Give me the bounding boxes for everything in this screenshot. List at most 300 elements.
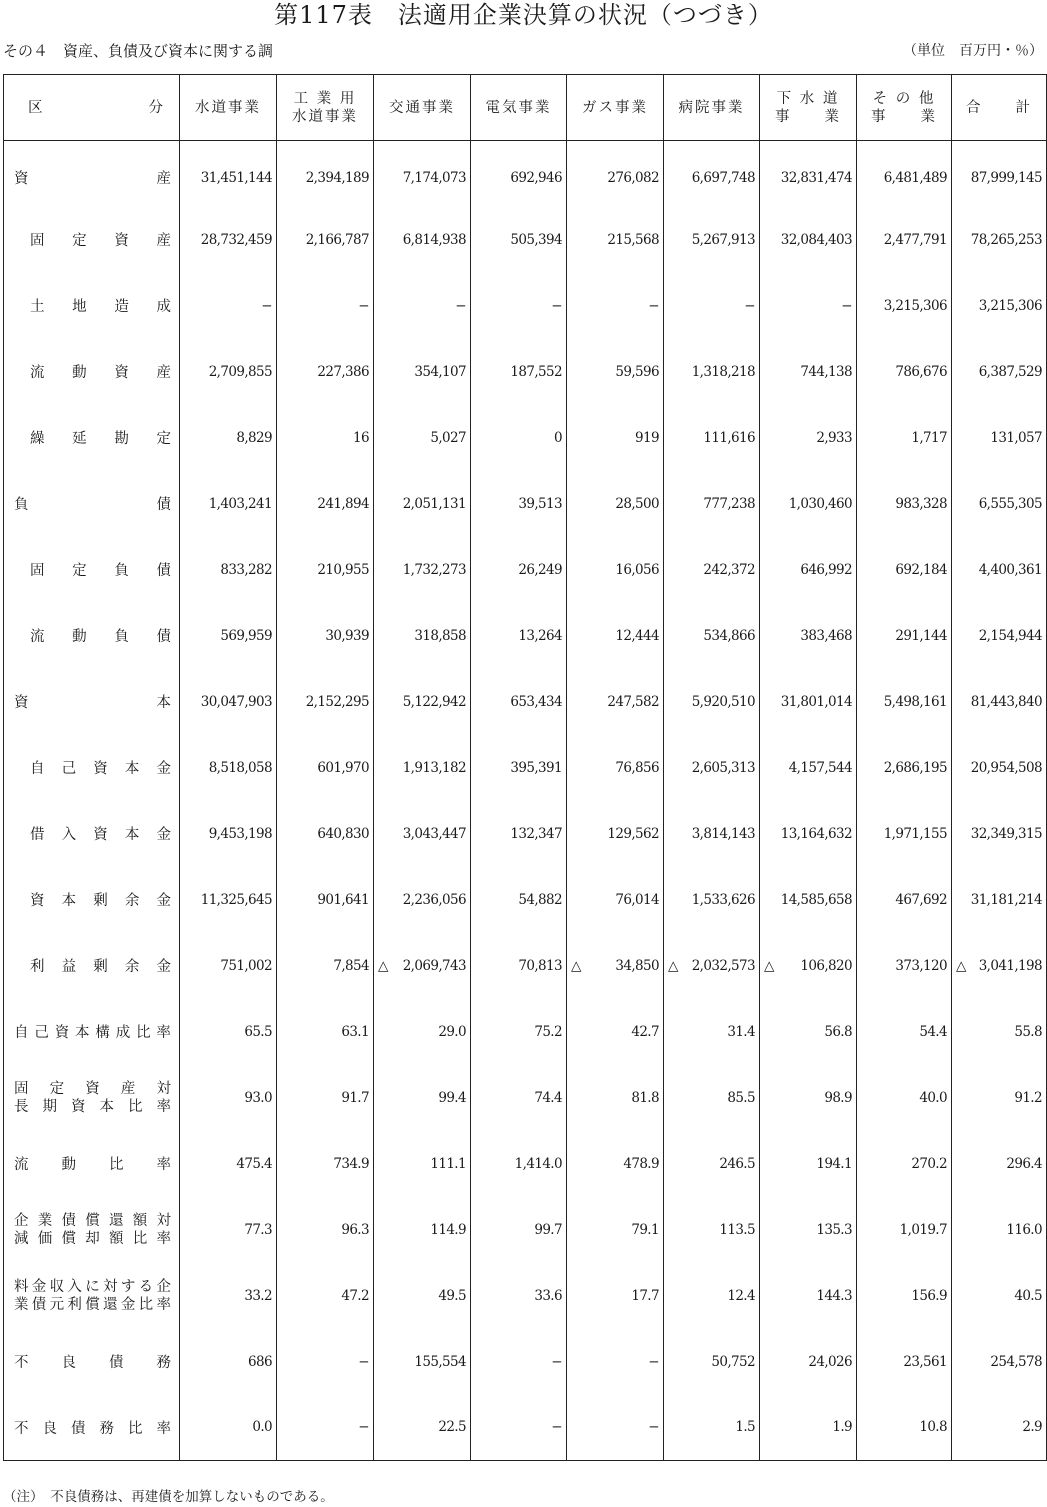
- row-label-text: [14, 1153, 171, 1174]
- row-label-char: 本: [156, 695, 171, 711]
- header-category-part: 分: [148, 99, 165, 116]
- value-cell: 6,481,489: [857, 141, 952, 207]
- row-label-char: 流: [14, 1157, 29, 1173]
- header-column-line: 電気事業: [485, 99, 552, 116]
- value-cell: 28,732,459: [180, 207, 277, 273]
- header-column-line: 交通事業: [389, 99, 455, 116]
- table-row: [4, 273, 1047, 339]
- value-cell: 39,513: [471, 471, 567, 537]
- header-column-line: 水道事業: [195, 99, 261, 116]
- value-cell: 686: [180, 1329, 277, 1395]
- value-cell: 49.5: [374, 1263, 471, 1329]
- row-label-char: 固: [30, 563, 45, 579]
- row-label-char: 剰: [93, 959, 108, 975]
- value-cell: 65.5: [180, 999, 277, 1065]
- value-cell: 129,562: [567, 801, 664, 867]
- value-cell: 2,236,056: [374, 867, 471, 933]
- value-cell: 270.2: [857, 1131, 952, 1197]
- negative-triangle-icon: △: [764, 957, 774, 974]
- row-label-line: 固定資産対: [14, 1080, 171, 1097]
- value-cell: 13,164,632: [760, 801, 857, 867]
- value-cell: 12.4: [664, 1263, 760, 1329]
- value-cell: 30,047,903: [180, 669, 277, 735]
- negative-triangle-icon: △: [956, 957, 966, 974]
- value-cell: [664, 933, 760, 999]
- value-cell: −: [664, 273, 760, 339]
- value-cell: 215,568: [567, 207, 664, 273]
- row-label-char: 造: [114, 299, 129, 315]
- row-label-char: 比: [109, 1157, 124, 1173]
- value-cell: 646,992: [760, 537, 857, 603]
- value-cell: 116.0: [952, 1197, 1047, 1263]
- header-column-line: 合 計: [966, 99, 1032, 116]
- value-cell: 78,265,253: [952, 207, 1047, 273]
- value-cell: 8,518,058: [180, 735, 277, 801]
- value-cell: 91.2: [952, 1065, 1047, 1131]
- value-cell: 55.8: [952, 999, 1047, 1065]
- row-label-char: 余: [124, 893, 140, 909]
- value-cell: 2,152,295: [277, 669, 374, 735]
- value-cell: 5,027: [374, 405, 471, 471]
- value-cell: −: [277, 1395, 374, 1461]
- row-label: [4, 273, 180, 339]
- row-label-char: 金: [156, 827, 171, 843]
- value-cell: 16: [277, 405, 374, 471]
- value-cell: 1,717: [857, 405, 952, 471]
- row-label-text: [14, 955, 171, 976]
- value-cell: −: [760, 273, 857, 339]
- row-label: [4, 999, 180, 1065]
- value-cell: 242,372: [664, 537, 760, 603]
- value-cell: 318,858: [374, 603, 471, 669]
- value-cell: 5,267,913: [664, 207, 760, 273]
- row-label-char: 資: [14, 695, 29, 711]
- row-label-char: 債: [156, 563, 171, 579]
- value-cell: 354,107: [374, 339, 471, 405]
- row-label-char: 資: [93, 827, 108, 843]
- value-cell: 91.7: [277, 1065, 374, 1131]
- value-cell: 751,002: [180, 933, 277, 999]
- value-cell: −: [567, 1329, 664, 1395]
- table-row: [4, 999, 1047, 1065]
- value-cell: 8,829: [180, 405, 277, 471]
- value-cell: 833,282: [180, 537, 277, 603]
- value-cell: 31,801,014: [760, 669, 857, 735]
- value-cell: 6,697,748: [664, 141, 760, 207]
- value-cell: 1,403,241: [180, 471, 277, 537]
- table-header: [4, 75, 1047, 141]
- value-cell: 1,971,155: [857, 801, 952, 867]
- row-label: [4, 1263, 180, 1329]
- negative-triangle-icon: △: [571, 957, 581, 974]
- value-cell: 569,959: [180, 603, 277, 669]
- value-cell: 0.0: [180, 1395, 277, 1461]
- value-cell: 75.2: [471, 999, 567, 1065]
- value-cell: 6,814,938: [374, 207, 471, 273]
- row-label-char: 余: [124, 959, 140, 975]
- row-label-char: 本: [124, 761, 140, 777]
- header-column: [277, 75, 374, 141]
- value-cell: 247,582: [567, 669, 664, 735]
- value-cell: 505,394: [471, 207, 567, 273]
- row-label: [4, 801, 180, 867]
- value-cell: 9,453,198: [180, 801, 277, 867]
- value-cell: 96.3: [277, 1197, 374, 1263]
- row-label-char: 負: [14, 497, 29, 513]
- row-label-char: 借: [30, 827, 45, 843]
- row-label-char: 定: [156, 431, 171, 447]
- value-cell: 85.5: [664, 1065, 760, 1131]
- row-label-text: [14, 559, 171, 580]
- value-cell: 2,605,313: [664, 735, 760, 801]
- row-label-char: 産: [156, 233, 171, 249]
- value-cell: 901,641: [277, 867, 374, 933]
- row-label: [4, 537, 180, 603]
- row-label-text: [14, 625, 171, 646]
- value-cell: 7,174,073: [374, 141, 471, 207]
- financial-statement-table: [3, 74, 1047, 1461]
- row-label-char: 資: [114, 365, 129, 381]
- value-cell: 76,014: [567, 867, 664, 933]
- table-row: [4, 735, 1047, 801]
- value-cell: 227,386: [277, 339, 374, 405]
- row-label-char: 良: [42, 1420, 57, 1437]
- value-cell: −: [277, 273, 374, 339]
- value-cell: 42.7: [567, 999, 664, 1065]
- table-row: [4, 537, 1047, 603]
- row-label-char: 成: [156, 299, 171, 315]
- value-cell: 26,249: [471, 537, 567, 603]
- row-label-char: 資: [54, 1025, 70, 1041]
- row-label: [4, 339, 180, 405]
- value-cell: 40.0: [857, 1065, 952, 1131]
- value-cell: 1.9: [760, 1395, 857, 1461]
- table-row: [4, 1131, 1047, 1197]
- value-cell: 11,325,645: [180, 867, 277, 933]
- row-label: [4, 1395, 180, 1461]
- row-label-char: 土: [30, 299, 45, 315]
- value-cell: 1,414.0: [471, 1131, 567, 1197]
- value-cell: 24,026: [760, 1329, 857, 1395]
- value-cell: −: [471, 273, 567, 339]
- value-cell: 111.1: [374, 1131, 471, 1197]
- value-cell: 22.5: [374, 1395, 471, 1461]
- row-label-char: 資: [114, 233, 129, 249]
- row-label-char: 率: [156, 1157, 171, 1173]
- negative-value: 34,850: [615, 957, 659, 974]
- value-cell: 31,181,214: [952, 867, 1047, 933]
- row-label-text: [14, 1351, 171, 1372]
- row-label-char: 定: [72, 563, 87, 579]
- value-cell: 30,939: [277, 603, 374, 669]
- table-subtitle: その４ 資産、負債及び資本に関する調: [3, 42, 274, 60]
- row-label-char: 地: [72, 299, 87, 315]
- value-cell: 32,831,474: [760, 141, 857, 207]
- value-cell: 2,051,131: [374, 471, 471, 537]
- value-cell: 12,444: [567, 603, 664, 669]
- row-label-char: 利: [30, 959, 45, 975]
- row-label-char: 本: [61, 893, 77, 909]
- value-cell: 4,400,361: [952, 537, 1047, 603]
- header-column-line: 工 業 用: [293, 90, 357, 107]
- value-cell: 74.4: [471, 1065, 567, 1131]
- value-cell: 63.1: [277, 999, 374, 1065]
- row-label-text: [14, 757, 171, 778]
- row-label-char: 固: [30, 233, 45, 249]
- value-cell: 70,813: [471, 933, 567, 999]
- table-row: [4, 405, 1047, 471]
- row-label: [4, 669, 180, 735]
- value-cell: 5,122,942: [374, 669, 471, 735]
- row-label-char: 構: [95, 1025, 110, 1041]
- row-label-line: 長期資本比率: [14, 1098, 171, 1115]
- header-column: [180, 75, 277, 141]
- header-column-line: 水道事業: [292, 108, 358, 125]
- value-cell: 5,498,161: [857, 669, 952, 735]
- value-cell: 692,946: [471, 141, 567, 207]
- value-cell: −: [471, 1395, 567, 1461]
- value-cell: 276,082: [567, 141, 664, 207]
- row-label-char: 比: [128, 1420, 143, 1437]
- value-cell: 2,709,855: [180, 339, 277, 405]
- row-label-text: [14, 427, 171, 448]
- value-cell: 114.9: [374, 1197, 471, 1263]
- value-cell: 7,854: [277, 933, 374, 999]
- row-label-char: 流: [30, 365, 45, 381]
- value-cell: 475.4: [180, 1131, 277, 1197]
- row-label-line: 業債元利償還金比率: [14, 1296, 171, 1313]
- row-label-line: 企業債償還額対: [14, 1212, 171, 1229]
- value-cell: 111,616: [664, 405, 760, 471]
- value-cell: 132,347: [471, 801, 567, 867]
- table-row: [4, 141, 1047, 207]
- table-body: [4, 141, 1047, 1461]
- row-label-char: 金: [156, 761, 171, 777]
- value-cell: 210,955: [277, 537, 374, 603]
- value-cell: 1,019.7: [857, 1197, 952, 1263]
- header-column: [952, 75, 1047, 141]
- negative-triangle-icon: △: [378, 957, 388, 974]
- value-cell: 17.7: [567, 1263, 664, 1329]
- negative-value: 3,041,198: [978, 957, 1042, 974]
- negative-triangle-icon: △: [668, 957, 678, 974]
- value-cell: 29.0: [374, 999, 471, 1065]
- header-column: [471, 75, 567, 141]
- value-cell: 653,434: [471, 669, 567, 735]
- value-cell: 135.3: [760, 1197, 857, 1263]
- value-cell: 187,552: [471, 339, 567, 405]
- row-label-char: 債: [156, 497, 171, 513]
- value-cell: 79.1: [567, 1197, 664, 1263]
- value-cell: 77.3: [180, 1197, 277, 1263]
- header-column-line: ガス事業: [582, 99, 648, 116]
- header-column-line: 事 業: [775, 108, 841, 125]
- value-cell: [374, 933, 471, 999]
- value-cell: 13,264: [471, 603, 567, 669]
- row-label-char: 務: [99, 1420, 114, 1437]
- value-cell: −: [471, 1329, 567, 1395]
- row-label-char: 自: [14, 1025, 29, 1041]
- value-cell: 76,856: [567, 735, 664, 801]
- value-cell: 467,692: [857, 867, 952, 933]
- value-cell: −: [277, 1329, 374, 1395]
- value-cell: 194.1: [760, 1131, 857, 1197]
- row-label-char: 資: [93, 761, 108, 777]
- row-label-char: 率: [156, 1420, 171, 1437]
- value-cell: 254,578: [952, 1329, 1047, 1395]
- row-label-char: 剰: [93, 893, 108, 909]
- row-label-char: 流: [30, 629, 45, 645]
- row-label-char: 勘: [114, 431, 129, 447]
- row-label-char: 債: [71, 1420, 86, 1437]
- row-label-text: [14, 295, 171, 316]
- row-label-char: 債: [109, 1355, 124, 1371]
- value-cell: 640,830: [277, 801, 374, 867]
- row-label-char: 動: [61, 1157, 76, 1173]
- table-row: [4, 603, 1047, 669]
- table-row: [4, 867, 1047, 933]
- row-label: [4, 1065, 180, 1131]
- value-cell: 99.7: [471, 1197, 567, 1263]
- value-cell: 786,676: [857, 339, 952, 405]
- row-label-char: 己: [61, 761, 77, 777]
- value-cell: 144.3: [760, 1263, 857, 1329]
- table-row: [4, 471, 1047, 537]
- row-label-char: 債: [156, 629, 171, 645]
- row-label-text: [14, 889, 171, 910]
- value-cell: 4,157,544: [760, 735, 857, 801]
- row-label-text: [14, 691, 171, 712]
- table-row: [4, 207, 1047, 273]
- negative-value: 2,069,743: [402, 957, 466, 974]
- value-cell: 93.0: [180, 1065, 277, 1131]
- value-cell: −: [180, 273, 277, 339]
- row-label: [4, 1329, 180, 1395]
- row-label-text: [14, 1021, 171, 1042]
- row-label-char: 不: [14, 1420, 29, 1437]
- value-cell: 156.9: [857, 1263, 952, 1329]
- row-label-char: 産: [156, 171, 171, 188]
- value-cell: 16,056: [567, 537, 664, 603]
- negative-value: 106,820: [800, 957, 852, 974]
- value-cell: 373,120: [857, 933, 952, 999]
- value-cell: 155,554: [374, 1329, 471, 1395]
- row-label-char: 動: [72, 365, 87, 381]
- table-row: [4, 669, 1047, 735]
- row-label: [4, 867, 180, 933]
- row-label-text: [14, 493, 171, 514]
- value-cell: 3,043,447: [374, 801, 471, 867]
- row-label-text: [14, 229, 171, 250]
- table-row: [4, 933, 1047, 999]
- header-column-line: そ の 他: [872, 90, 936, 107]
- header-category-part: 区: [28, 99, 45, 116]
- value-cell: 33.6: [471, 1263, 567, 1329]
- row-label-char: 良: [61, 1355, 76, 1371]
- value-cell: 2,933: [760, 405, 857, 471]
- value-cell: 291,144: [857, 603, 952, 669]
- row-label-char: 金: [156, 959, 171, 975]
- value-cell: 54,882: [471, 867, 567, 933]
- value-cell: 131,057: [952, 405, 1047, 471]
- value-cell: [952, 933, 1047, 999]
- row-label-char: 資: [14, 171, 29, 188]
- value-cell: 28,500: [567, 471, 664, 537]
- page-title: 第117表 法適用企業決算の状況（つづき）: [274, 1, 773, 29]
- row-label: [4, 405, 180, 471]
- table-row: [4, 1329, 1047, 1395]
- row-label-char: 不: [14, 1355, 29, 1371]
- table-row: [4, 801, 1047, 867]
- value-cell: 20,954,508: [952, 735, 1047, 801]
- row-label-char: 動: [72, 629, 87, 645]
- value-cell: 6,387,529: [952, 339, 1047, 405]
- value-cell: 246.5: [664, 1131, 760, 1197]
- row-label-char: 本: [75, 1025, 90, 1041]
- row-label-char: 本: [124, 827, 140, 843]
- row-label-char: 益: [61, 959, 77, 975]
- row-label-char: 率: [156, 1025, 171, 1041]
- value-cell: 1.5: [664, 1395, 760, 1461]
- value-cell: 478.9: [567, 1131, 664, 1197]
- value-cell: 50,752: [664, 1329, 760, 1395]
- value-cell: 1,913,182: [374, 735, 471, 801]
- value-cell: 983,328: [857, 471, 952, 537]
- value-cell: 734.9: [277, 1131, 374, 1197]
- value-cell: 2.9: [952, 1395, 1047, 1461]
- header-column: [760, 75, 857, 141]
- row-label-text: [14, 361, 171, 382]
- row-label: [4, 471, 180, 537]
- value-cell: 534,866: [664, 603, 760, 669]
- header-column-line: 病院事業: [678, 99, 745, 116]
- value-cell: [760, 933, 857, 999]
- value-cell: 1,732,273: [374, 537, 471, 603]
- value-cell: 113.5: [664, 1197, 760, 1263]
- row-label-char: 成: [115, 1025, 131, 1041]
- row-label-char: 負: [114, 563, 129, 579]
- value-cell: 32,349,315: [952, 801, 1047, 867]
- value-cell: 87,999,145: [952, 141, 1047, 207]
- value-cell: 31.4: [664, 999, 760, 1065]
- value-cell: 3,814,143: [664, 801, 760, 867]
- table-row: [4, 339, 1047, 405]
- value-cell: −: [374, 273, 471, 339]
- row-label-line: 減価償却額比率: [14, 1230, 171, 1247]
- row-label-text: [14, 167, 171, 188]
- value-cell: 3,215,306: [857, 273, 952, 339]
- header-column-line: 事 業: [871, 108, 937, 125]
- value-cell: 10.8: [857, 1395, 952, 1461]
- value-cell: 5,920,510: [664, 669, 760, 735]
- value-cell: 6,555,305: [952, 471, 1047, 537]
- row-label: [4, 933, 180, 999]
- row-label: [4, 1197, 180, 1263]
- row-label-char: 自: [30, 761, 45, 777]
- value-cell: −: [567, 1395, 664, 1461]
- row-label-line: 料金収入に対する企: [14, 1278, 171, 1295]
- value-cell: 383,468: [760, 603, 857, 669]
- value-cell: 32,084,403: [760, 207, 857, 273]
- row-label-char: 延: [72, 431, 87, 447]
- row-label-char: 比: [136, 1025, 151, 1041]
- value-cell: 98.9: [760, 1065, 857, 1131]
- value-cell: 601,970: [277, 735, 374, 801]
- row-label: [4, 1131, 180, 1197]
- value-cell: 59,596: [567, 339, 664, 405]
- unit-label: （単位 百万円・％）: [903, 43, 1043, 59]
- value-cell: 296.4: [952, 1131, 1047, 1197]
